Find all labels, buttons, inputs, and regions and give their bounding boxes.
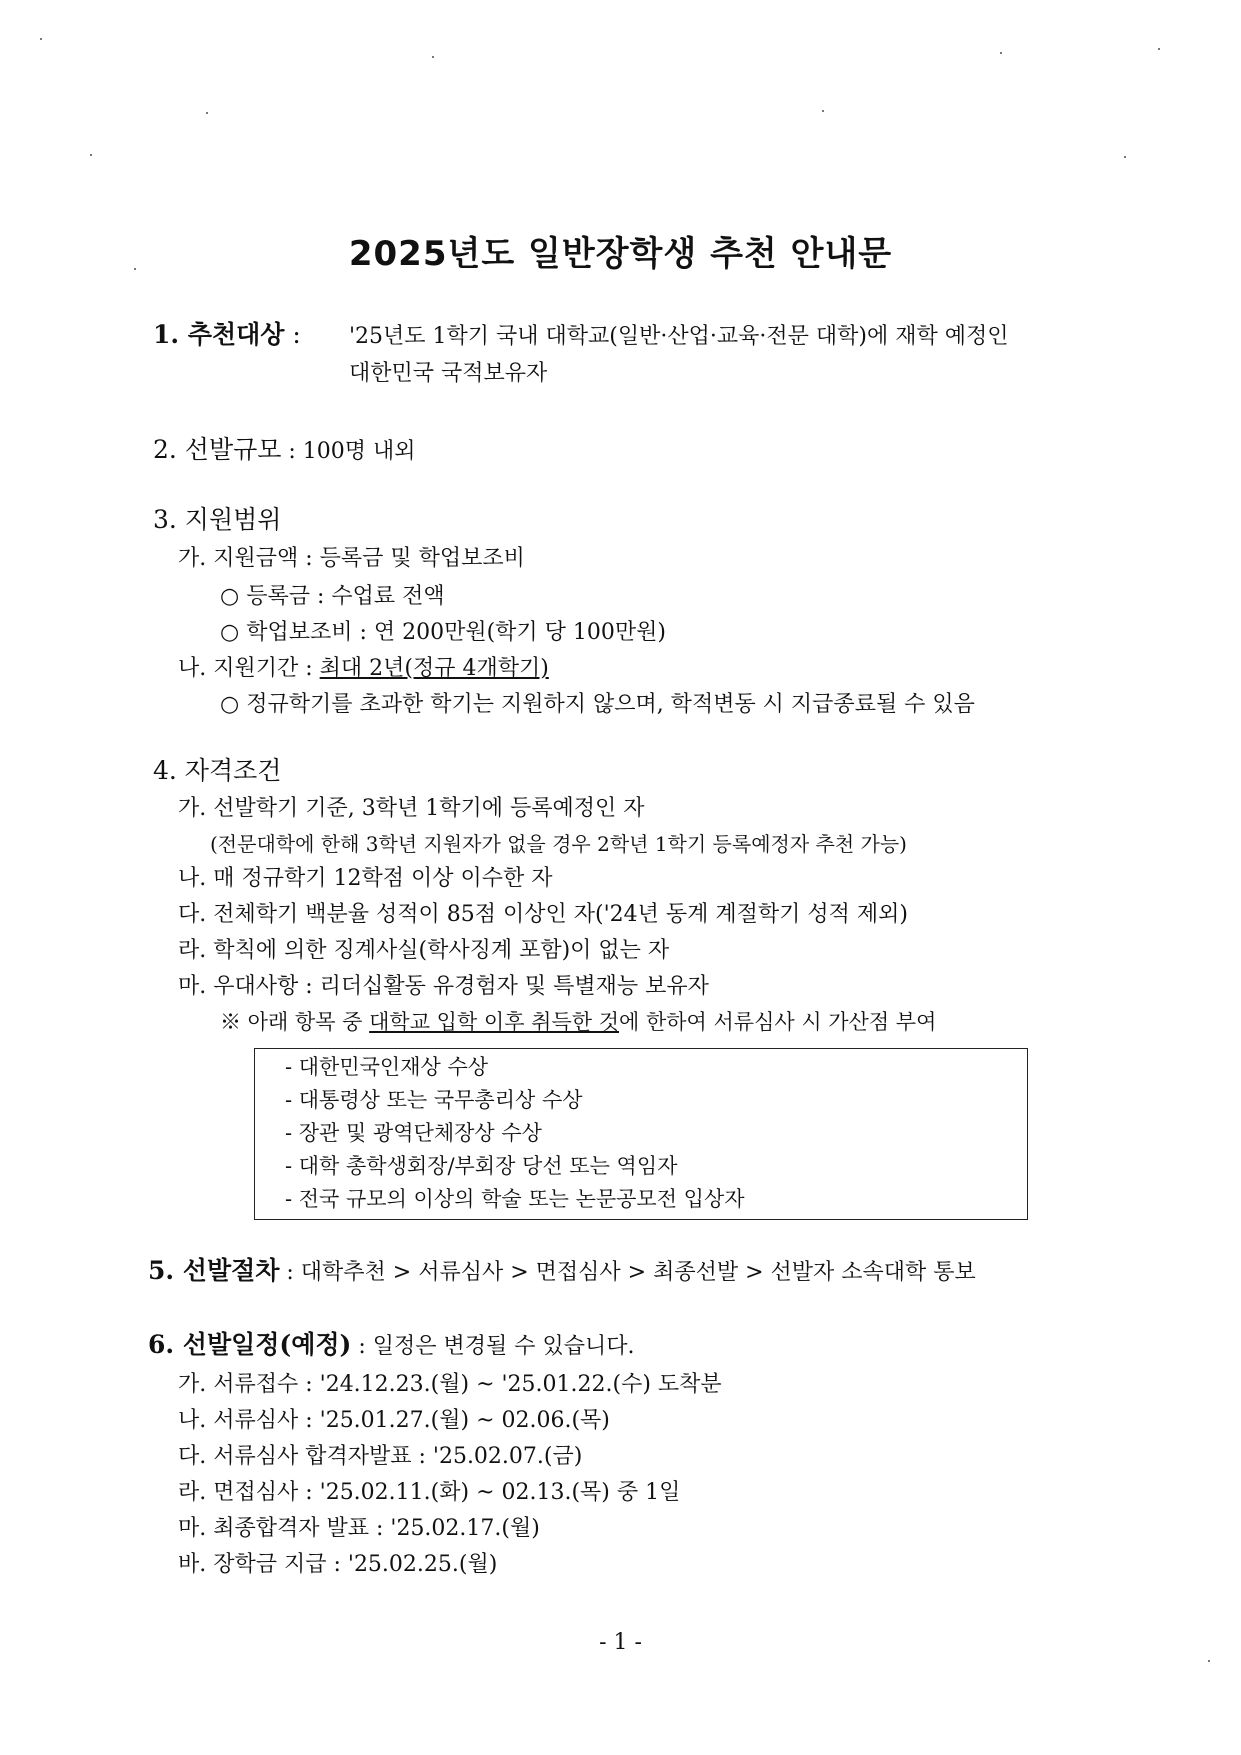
section-4-heading: 4. 자격조건 xyxy=(153,756,282,785)
section-5-text: : 대학추천 > 서류심사 > 면접심사 > 최종선발 > 선발자 소속대학 통보 xyxy=(279,1260,976,1285)
section-6-text: : 일정은 변경될 수 있습니다. xyxy=(351,1334,635,1359)
section-2-text: : 100명 내외 xyxy=(281,439,416,464)
schedule-item: 마. 최종합격자 발표 : '25.02.17.(월) xyxy=(178,1516,540,1541)
section-4-note-suffix: 에 한하여 서류심사 시 가산점 부여 xyxy=(619,1010,937,1034)
scan-speck xyxy=(1158,48,1160,50)
section-1-heading-line xyxy=(153,320,301,350)
section-5-line xyxy=(148,1256,976,1286)
section-3-ga-item-1: ○ 등록금 : 수업료 전액 xyxy=(220,584,445,609)
scan-speck xyxy=(90,154,92,156)
bonus-item: - 장관 및 광역단체장상 수상 xyxy=(285,1121,542,1145)
bonus-item: - 대통령상 또는 국무총리상 수상 xyxy=(285,1088,583,1112)
bonus-items-box xyxy=(254,1048,1028,1220)
page-number: - 1 - xyxy=(599,1630,642,1655)
schedule-item: 바. 장학금 지급 : '25.02.25.(월) xyxy=(178,1552,498,1577)
section-3-na-line xyxy=(178,656,549,682)
section-2-line xyxy=(153,435,416,465)
section-4-ma: 마. 우대사항 : 리더십활동 유경험자 및 특별재능 보유자 xyxy=(178,974,709,999)
section-4-note-underlined: 대학교 입학 이후 취득한 것 xyxy=(369,1010,619,1034)
schedule-item: 가. 서류접수 : '24.12.23.(월) ~ '25.01.22.(수) 도착분 xyxy=(178,1372,722,1397)
section-1-heading: 1. 추천대상 xyxy=(153,320,285,349)
scan-speck xyxy=(1124,156,1126,158)
bonus-item: - 전국 규모의 이상의 학술 또는 논문공모전 입상자 xyxy=(285,1187,745,1211)
section-3-ga-item-2: ○ 학업보조비 : 연 200만원(학기 당 100만원) xyxy=(220,620,666,645)
schedule-item: 라. 면접심사 : '25.02.11.(화) ~ 02.13.(목) 중 1일 xyxy=(178,1480,681,1505)
scan-speck xyxy=(206,112,208,114)
bonus-item: - 대학 총학생회장/부회장 당선 또는 역임자 xyxy=(285,1154,678,1178)
section-4-note-line xyxy=(220,1010,936,1035)
schedule-item: 다. 서류심사 합격자발표 : '25.02.07.(금) xyxy=(178,1444,583,1469)
schedule-item: 나. 서류심사 : '25.01.27.(월) ~ 02.06.(목) xyxy=(178,1408,610,1433)
section-1-line-1: '25년도 1학기 국내 대학교(일반·산업·교육·전문 대학)에 재학 예정인 xyxy=(349,324,1009,349)
scan-speck xyxy=(1208,1660,1210,1662)
scan-speck xyxy=(1000,52,1002,54)
section-3-ga: 가. 지원금액 : 등록금 및 학업보조비 xyxy=(178,546,525,571)
section-3-na-underlined: 최대 2년(정규 4개학기) xyxy=(319,656,549,681)
page-title: 2025년도 일반장학생 추천 안내문 xyxy=(348,234,893,274)
section-2-heading: 2. 선발규모 xyxy=(153,435,282,464)
section-3-na-item-1: ○ 정규학기를 초과한 학기는 지원하지 않으며, 학적변동 시 지급종료될 수 있음 xyxy=(220,692,975,717)
bonus-item: - 대한민국인재상 수상 xyxy=(285,1055,489,1079)
section-1-separator: : xyxy=(284,320,301,349)
section-4-note-prefix: ※ 아래 항목 중 xyxy=(220,1010,370,1034)
scan-speck xyxy=(40,38,42,40)
section-1-line-2: 대한민국 국적보유자 xyxy=(349,361,548,386)
section-4-ra: 라. 학칙에 의한 징계사실(학사징계 포함)이 없는 자 xyxy=(178,938,670,963)
section-5-heading: 5. 선발절차 xyxy=(148,1256,280,1285)
section-6-heading: 6. 선발일정(예정) xyxy=(148,1330,352,1359)
section-4-na: 나. 매 정규학기 12학점 이상 이수한 자 xyxy=(178,866,553,891)
scan-speck xyxy=(822,110,824,112)
section-6-line xyxy=(148,1330,635,1360)
section-3-heading: 3. 지원범위 xyxy=(153,505,282,534)
scan-speck xyxy=(432,56,434,58)
section-4-ga: 가. 선발학기 기준, 3학년 1학기에 등록예정인 자 xyxy=(178,796,645,821)
section-4-da: 다. 전체학기 백분율 성적이 85점 이상인 자('24년 동계 계절학기 성적 제외) xyxy=(178,902,908,927)
section-3-na-prefix: 나. 지원기간 : xyxy=(178,656,320,681)
section-4-ga-note: (전문대학에 한해 3학년 지원자가 없을 경우 2학년 1학기 등록예정자 추천 가능) xyxy=(210,832,907,856)
